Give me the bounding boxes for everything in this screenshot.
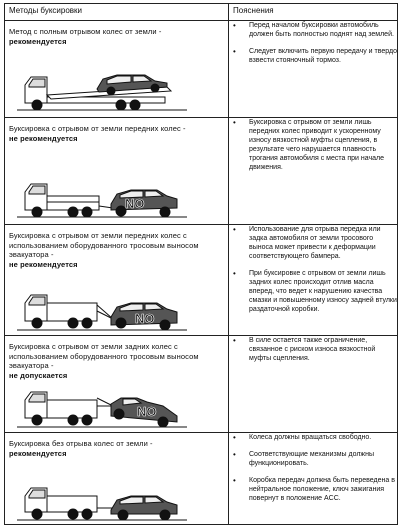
header-methods: Методы буксировки xyxy=(5,4,229,21)
table-row xyxy=(5,433,398,525)
note-item: • В силе остается также ограничение, связанное с риском износа вязкостной муфты сцепления. xyxy=(229,336,397,363)
table-header-row xyxy=(5,4,398,21)
header-notes: Пояснения xyxy=(229,4,398,21)
note-item: • Коробка передач должна быть переведена в нейтральное положение, ключ зажигания повернут в положение ACC. xyxy=(229,476,397,503)
note-item: • Следует включить первую передачу и твердо взвести стояночный тормоз. xyxy=(229,47,397,65)
towing-methods-table xyxy=(4,3,398,525)
method-verdict: не допускается xyxy=(9,370,68,380)
note-item: • Колеса должны вращаться свободно. xyxy=(229,433,397,442)
method-text: Метод с полным отрывом колес от земли - xyxy=(9,27,162,36)
note-item: • Использование для отрыва передка или задка автомобиля от земли тросового выноса может привести к деформации соответствующего бампера. xyxy=(229,225,397,261)
notes-cell xyxy=(229,118,398,225)
notes-cell xyxy=(229,336,398,433)
notes-cell xyxy=(229,225,398,336)
no-label: NO xyxy=(137,404,157,419)
note-item: • Перед началом буксировки автомобиль должен быть полностью поднят над землей. xyxy=(229,21,397,39)
method-verdict: рекомендуется xyxy=(9,36,67,46)
method-cell xyxy=(5,21,229,118)
wrecker-front-lift-illustration xyxy=(17,285,187,333)
table-row xyxy=(5,21,398,118)
flatbed-truck-illustration xyxy=(17,63,187,115)
no-label: NO xyxy=(135,311,155,326)
method-text: Буксировка с отрывом от земли передних колес с использованием оборудованного тросовым выносом эвакуатора - xyxy=(9,231,199,260)
front-lift-tow-illustration xyxy=(17,166,187,222)
notes-cell xyxy=(229,433,398,525)
note-item: • Соответствующие механизмы должны функционировать. xyxy=(229,450,397,468)
method-verdict: не рекомендуется xyxy=(9,259,78,269)
table-row xyxy=(5,225,398,336)
no-label: NO xyxy=(125,196,145,211)
method-cell xyxy=(5,118,229,225)
wrecker-rear-lift-illustration xyxy=(17,384,187,430)
note-item: • Буксировка с отрывом от земли лишь передних колес приводит к ускоренному износу вязкостной муфты сцепления, в результате чего нарушается плавность трогания автомобиля с места при начале движения. xyxy=(229,118,397,172)
note-item: • При буксировке с отрывом от земли лишь задних колес происходит отлив масла вперед, что ведет к нарушению качества смазки и повышенному износу задней втулки раздаточной коробки. xyxy=(229,269,397,314)
method-cell xyxy=(5,225,229,336)
method-cell xyxy=(5,336,229,433)
method-text: Буксировка с отрывом от земли задних колес с использованием оборудованного тросовым выносом эвакуатора - xyxy=(9,342,199,371)
method-verdict: не рекомендуется xyxy=(9,133,78,143)
method-cell xyxy=(5,433,229,525)
method-verdict: рекомендуется xyxy=(9,448,67,458)
table-row xyxy=(5,336,398,433)
method-text: Буксировка без отрыва колес от земли - xyxy=(9,439,153,448)
notes-cell xyxy=(229,21,398,118)
table-row xyxy=(5,118,398,225)
method-text: Буксировка с отрывом от земли передних колес - xyxy=(9,124,186,133)
flat-tow-illustration xyxy=(17,482,187,522)
